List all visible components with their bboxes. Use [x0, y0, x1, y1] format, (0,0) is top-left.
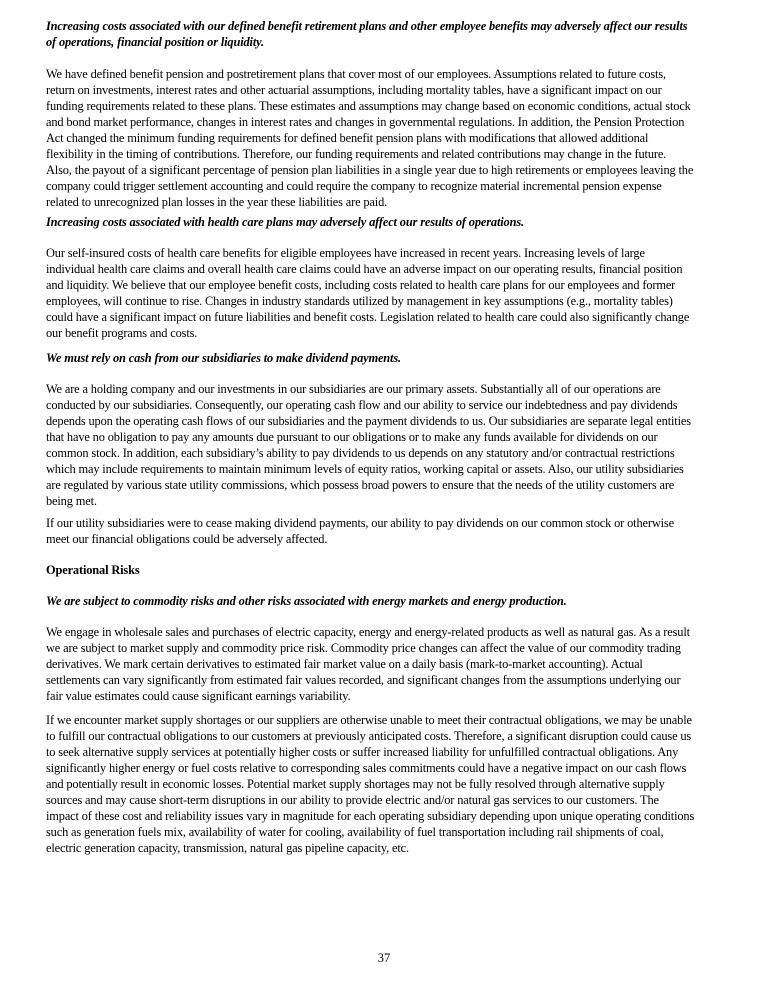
- text-line: funding requirements related to these plans. These estimates and assumptions may change based on economic conditions, actual stock: [46, 99, 691, 113]
- text-line: to seek alternative supply services at potentially higher costs or suffer increased liability for unfulfilled contractual obligations. Any: [46, 745, 679, 759]
- page-number: 37: [377, 951, 391, 965]
- text-line: flexibility in the timing of contributions. Therefore, our funding requirements and related contributions may change in the future.: [46, 147, 667, 161]
- heading-line: We must rely on cash from our subsidiaries to make dividend payments.: [46, 351, 401, 365]
- text-line: company could trigger settlement accounting and could require the company to recognize material incremental pension expense: [46, 179, 662, 193]
- text-line: being met.: [46, 494, 97, 508]
- text-line: depends upon the operating cash flows of our subsidiaries and the payment dividends to us. Our subsidiaries are separate legal entities: [46, 414, 691, 428]
- heading-line: of operations, financial position or liquidity.: [46, 35, 264, 49]
- text-line: are regulated by various state utility commissions, which possess broad powers to ensure that the needs of the utility customers are: [46, 478, 675, 492]
- heading-line: We are subject to commodity risks and other risks associated with energy markets and energy production.: [46, 594, 567, 608]
- text-line: Also, the payout of a significant percentage of pension plan liabilities in a single year due to high retirements or employees leaving the: [46, 163, 694, 177]
- text-line: conducted by our subsidiaries. Consequently, our operating cash flow and our ability to service our indebtedness and pay dividends: [46, 398, 678, 412]
- text-line: which may include requirements to maintain minimum levels of equity ratios, working capital or assets. Also, our utility subsidiaries: [46, 462, 684, 476]
- text-line: employees, will continue to rise. Changes in industry standards utilized by management in key assumptions (e.g., mortality tables): [46, 294, 673, 308]
- text-line: fair value estimates could cause significant earnings variability.: [46, 689, 351, 703]
- text-line: could have a significant impact on future liabilities and benefit costs. Legislation related to health care could also significantly change: [46, 310, 690, 324]
- text-line: return on investments, interest rates and other actuarial assumptions, including mortality tables, have a significant impact on our: [46, 83, 662, 97]
- text-line: settlements can vary significantly from estimated fair values recorded, and significant changes from the assumptions underlying our: [46, 673, 681, 687]
- text-line: impact of these cost and reliability issues vary in magnitude for each operating subsidiary depending upon unique operating conditions: [46, 809, 695, 823]
- text-line: that have no obligation to pay any amounts due pursuant to our obligations or to make any funds available for dividends on our: [46, 430, 658, 444]
- text-line: we are subject to market supply and commodity price risk. Commodity price changes can affect the value of our commodity trading: [46, 641, 681, 655]
- section-title: Operational Risks: [46, 563, 140, 577]
- text-line: significantly higher energy or fuel costs relative to corresponding sales commitments could have a negative impact on our cash flows: [46, 761, 687, 775]
- text-line: our benefit programs and costs.: [46, 326, 198, 340]
- text-line: and bond market performance, changes in interest rates and changes in governmental regulations. In addition, the Pension Protection: [46, 115, 685, 129]
- text-line: If our utility subsidiaries were to cease making dividend payments, our ability to pay dividends on our common stock or otherwise: [46, 516, 674, 530]
- text-line: and liquidity. We believe that our employee benefit costs, including costs related to health care plans for our employees and former: [46, 278, 676, 292]
- text-line: electric generation capacity, transmission, natural gas pipeline capacity, etc.: [46, 841, 409, 855]
- heading-line: Increasing costs associated with health care plans may adversely affect our results of operations.: [46, 215, 524, 229]
- text-line: Our self-insured costs of health care benefits for eligible employees have increased in recent years. Increasing levels of large: [46, 246, 645, 260]
- text-line: derivatives. We mark certain derivatives to estimated fair market value on a daily basis (mark-to-market accounting). Actual: [46, 657, 643, 671]
- text-line: common stock. In addition, each subsidiary’s ability to pay dividends to us depends on any statutory and/or contractual restrictions: [46, 446, 675, 460]
- text-line: related to unrecognized plan losses in the year these liabilities are paid.: [46, 195, 388, 209]
- text-line: to fulfill our contractual obligations to our customers at previously anticipated costs. Therefore, a significant disruption could cause us: [46, 729, 692, 743]
- text-line: We have defined benefit pension and postretirement plans that cover most of our employees. Assumptions related to future costs,: [46, 67, 666, 81]
- text-line: and potentially result in economic losses. Potential market supply shortages may not be fully resolved through alternative supply: [46, 777, 665, 791]
- text-line: individual health care claims and overall health care claims could have an adverse impact on our operating results, financial position: [46, 262, 683, 276]
- text-line: If we encounter market supply shortages or our suppliers are otherwise unable to meet their contractual obligations, we may be unable: [46, 713, 692, 727]
- text-line: We engage in wholesale sales and purchases of electric capacity, energy and energy-related products as well as natural gas. As a result: [46, 625, 690, 639]
- text-line: such as generation fuels mix, availability of water for cooling, availability of fuel transportation including rail shipments of coal,: [46, 825, 664, 839]
- text-line: Act changed the minimum funding requirements for defined benefit pension plans with modifications that allowed additional: [46, 131, 649, 145]
- text-line: sources and may cause short-term disruptions in our ability to provide electric and/or natural gas services to our customers. The: [46, 793, 659, 807]
- text-line: meet our financial obligations could be adversely affected.: [46, 532, 328, 546]
- text-line: We are a holding company and our investments in our subsidiaries are our primary assets. Substantially all of our operations are: [46, 382, 661, 396]
- heading-line: Increasing costs associated with our defined benefit retirement plans and other employee benefits may adversely affect our results: [46, 19, 688, 33]
